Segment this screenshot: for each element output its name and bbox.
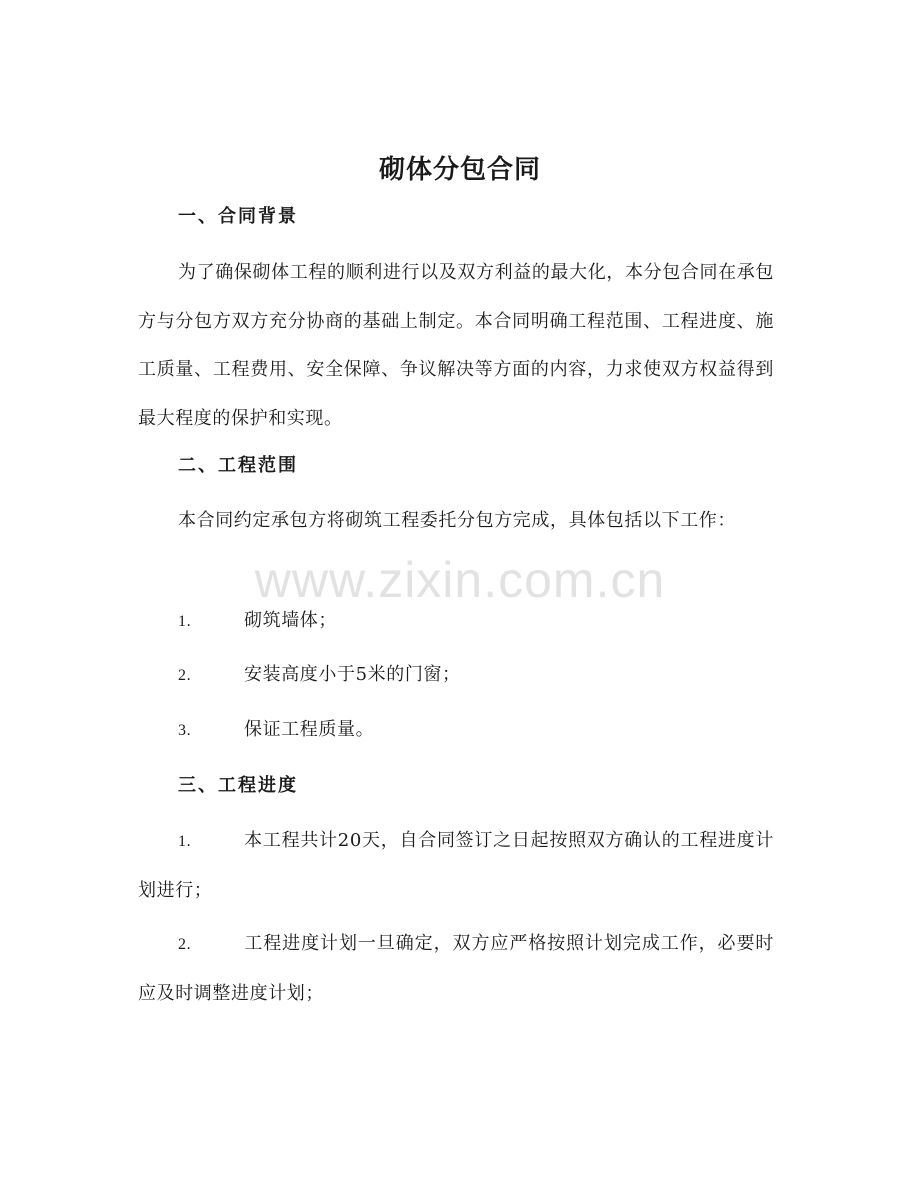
list-item-text: 安装高度小于5米的门窗； [244, 664, 461, 685]
list-item-number: 2. [178, 667, 192, 684]
list-item-text: 保证工程质量。 [244, 719, 375, 740]
list-item-text: 工程进度计划一旦确定，双方应严格按照计划完成工作，必要时应及时调整进度计划； [138, 933, 774, 1004]
section-heading-scope: 二、工程范围 [178, 455, 298, 476]
section-heading-background: 一、合同背景 [178, 206, 298, 227]
list-item-number: 3. [178, 722, 192, 739]
list-item-number: 2. [178, 936, 192, 953]
section-paragraph-scope: 本合同约定承包方将砌筑工程委托分包方完成，具体包括以下工作： [178, 510, 736, 531]
watermark: www.zixin.com.cn [254, 552, 666, 608]
list-item-number: 1. [178, 613, 192, 630]
list-item [178, 716, 374, 745]
document-title: 砌体分包合同 [378, 155, 541, 185]
list-item [178, 607, 337, 636]
list-item [138, 920, 774, 1018]
list-item-number: 1. [178, 833, 192, 850]
list-item-text: 本工程共计20天，自合同签订之日起按照双方确认的工程进度计划进行； [138, 830, 774, 901]
list-item [178, 661, 461, 690]
section-paragraph-background: 为了确保砌体工程的顺利进行以及双方利益的最大化，本分包合同在承包方与分包方双方充分协商的基础上制定。本合同明确工程范围、工程进度、施工质量、工程费用、安全保障、争议解决等方面的内容，力求使双方权益得到最大程度的保护和实现。 [138, 262, 774, 429]
list-item [138, 817, 774, 915]
list-item-text: 砌筑墙体； [244, 610, 337, 631]
section-heading-schedule: 三、工程进度 [178, 775, 298, 796]
